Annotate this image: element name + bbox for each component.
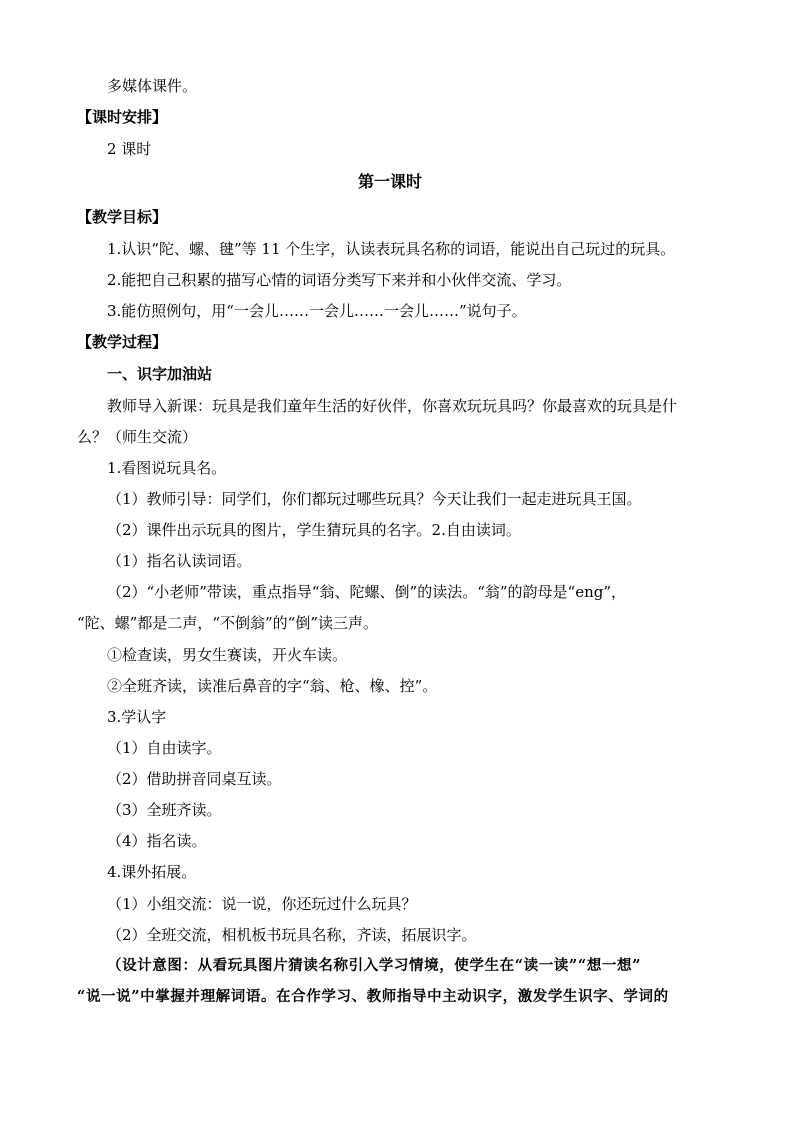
step-3-heading: 3.学认字 [107,708,167,726]
goal-item-2: 2.能把自己积累的描写心情的词语分类写下来并和小伙伴交流、学习。 [107,271,572,289]
step-4-heading: 4.课外拓展。 [107,863,197,881]
step-3-item-4: （4）指名读。 [107,832,207,850]
step-3-item-2: （2）借助拼音同桌互读。 [107,770,282,788]
subheading-literacy-station: 一、识字加油站 [107,365,213,383]
section-heading-goals: 【教学目标】 [77,208,168,226]
paragraph-intro-line-1: 教师导入新课：玩具是我们童年生活的好伙伴，你喜欢玩玩具吗？你最喜欢的玩具是什 [107,397,678,415]
materials-text: 多媒体课件。 [107,77,198,95]
step-1-heading: 1.看图说玩具名。 [107,459,227,477]
goal-item-3: 3.能仿照例句，用“一会儿……一会儿……一会儿……”说句子。 [107,302,527,320]
step-2-sub-2: ②全班齐读，读准后鼻音的字“翁、枪、橡、控”。 [107,677,438,695]
step-4-item-1: （1）小组交流：说一说，你还玩过什么玩具？ [107,895,417,913]
section-heading-process: 【教学过程】 [77,333,168,351]
step-3-item-3: （3）全班齐读。 [107,801,222,819]
step-2-item-1: （1）指名认读词语。 [107,552,252,570]
step-2-item-2-line-2: “陀、螺”都是二声，“不倒翁”的“倒”读三声。 [77,614,379,632]
step-4-item-2: （2）全班交流，相机板书玩具名称，齐读，拓展识字。 [107,926,477,944]
design-note-line-2: “说一说”中掌握并理解词语。在合作学习、教师指导中主动识字，激发学生识字、学词的 [77,988,669,1005]
goal-item-1: 1.认识“陀、螺、毽”等 11 个生字，认读表玩具名称的词语，能说出自己玩过的玩具。 [107,240,676,258]
lesson-title: 第一课时 [358,172,423,191]
section-heading-schedule: 【课时安排】 [77,108,168,126]
step-2-sub-1: ①检查读，男女生赛读，开火车读。 [107,646,348,664]
schedule-text: 2 课时 [107,140,152,158]
step-1-item-2: （2）课件出示玩具的图片，学生猜玩具的名字。2.自由读词。 [107,521,521,539]
paragraph-intro-line-2: 么？（师生交流） [77,428,198,446]
step-2-item-2-line-1: （2）“小老师”带读，重点指导“翁、陀螺、倒”的读法。“翁”的韵母是“eng”， [107,583,627,601]
step-3-item-1: （1）自由读字。 [107,739,222,757]
step-1-item-1: （1）教师引导：同学们，你们都玩过哪些玩具？今天让我们一起走进玩具王国。 [107,490,642,508]
design-note-line-1: （设计意图：从看玩具图片猜读名称引入学习情境，使学生在“读一读”“想一想” [107,957,642,974]
